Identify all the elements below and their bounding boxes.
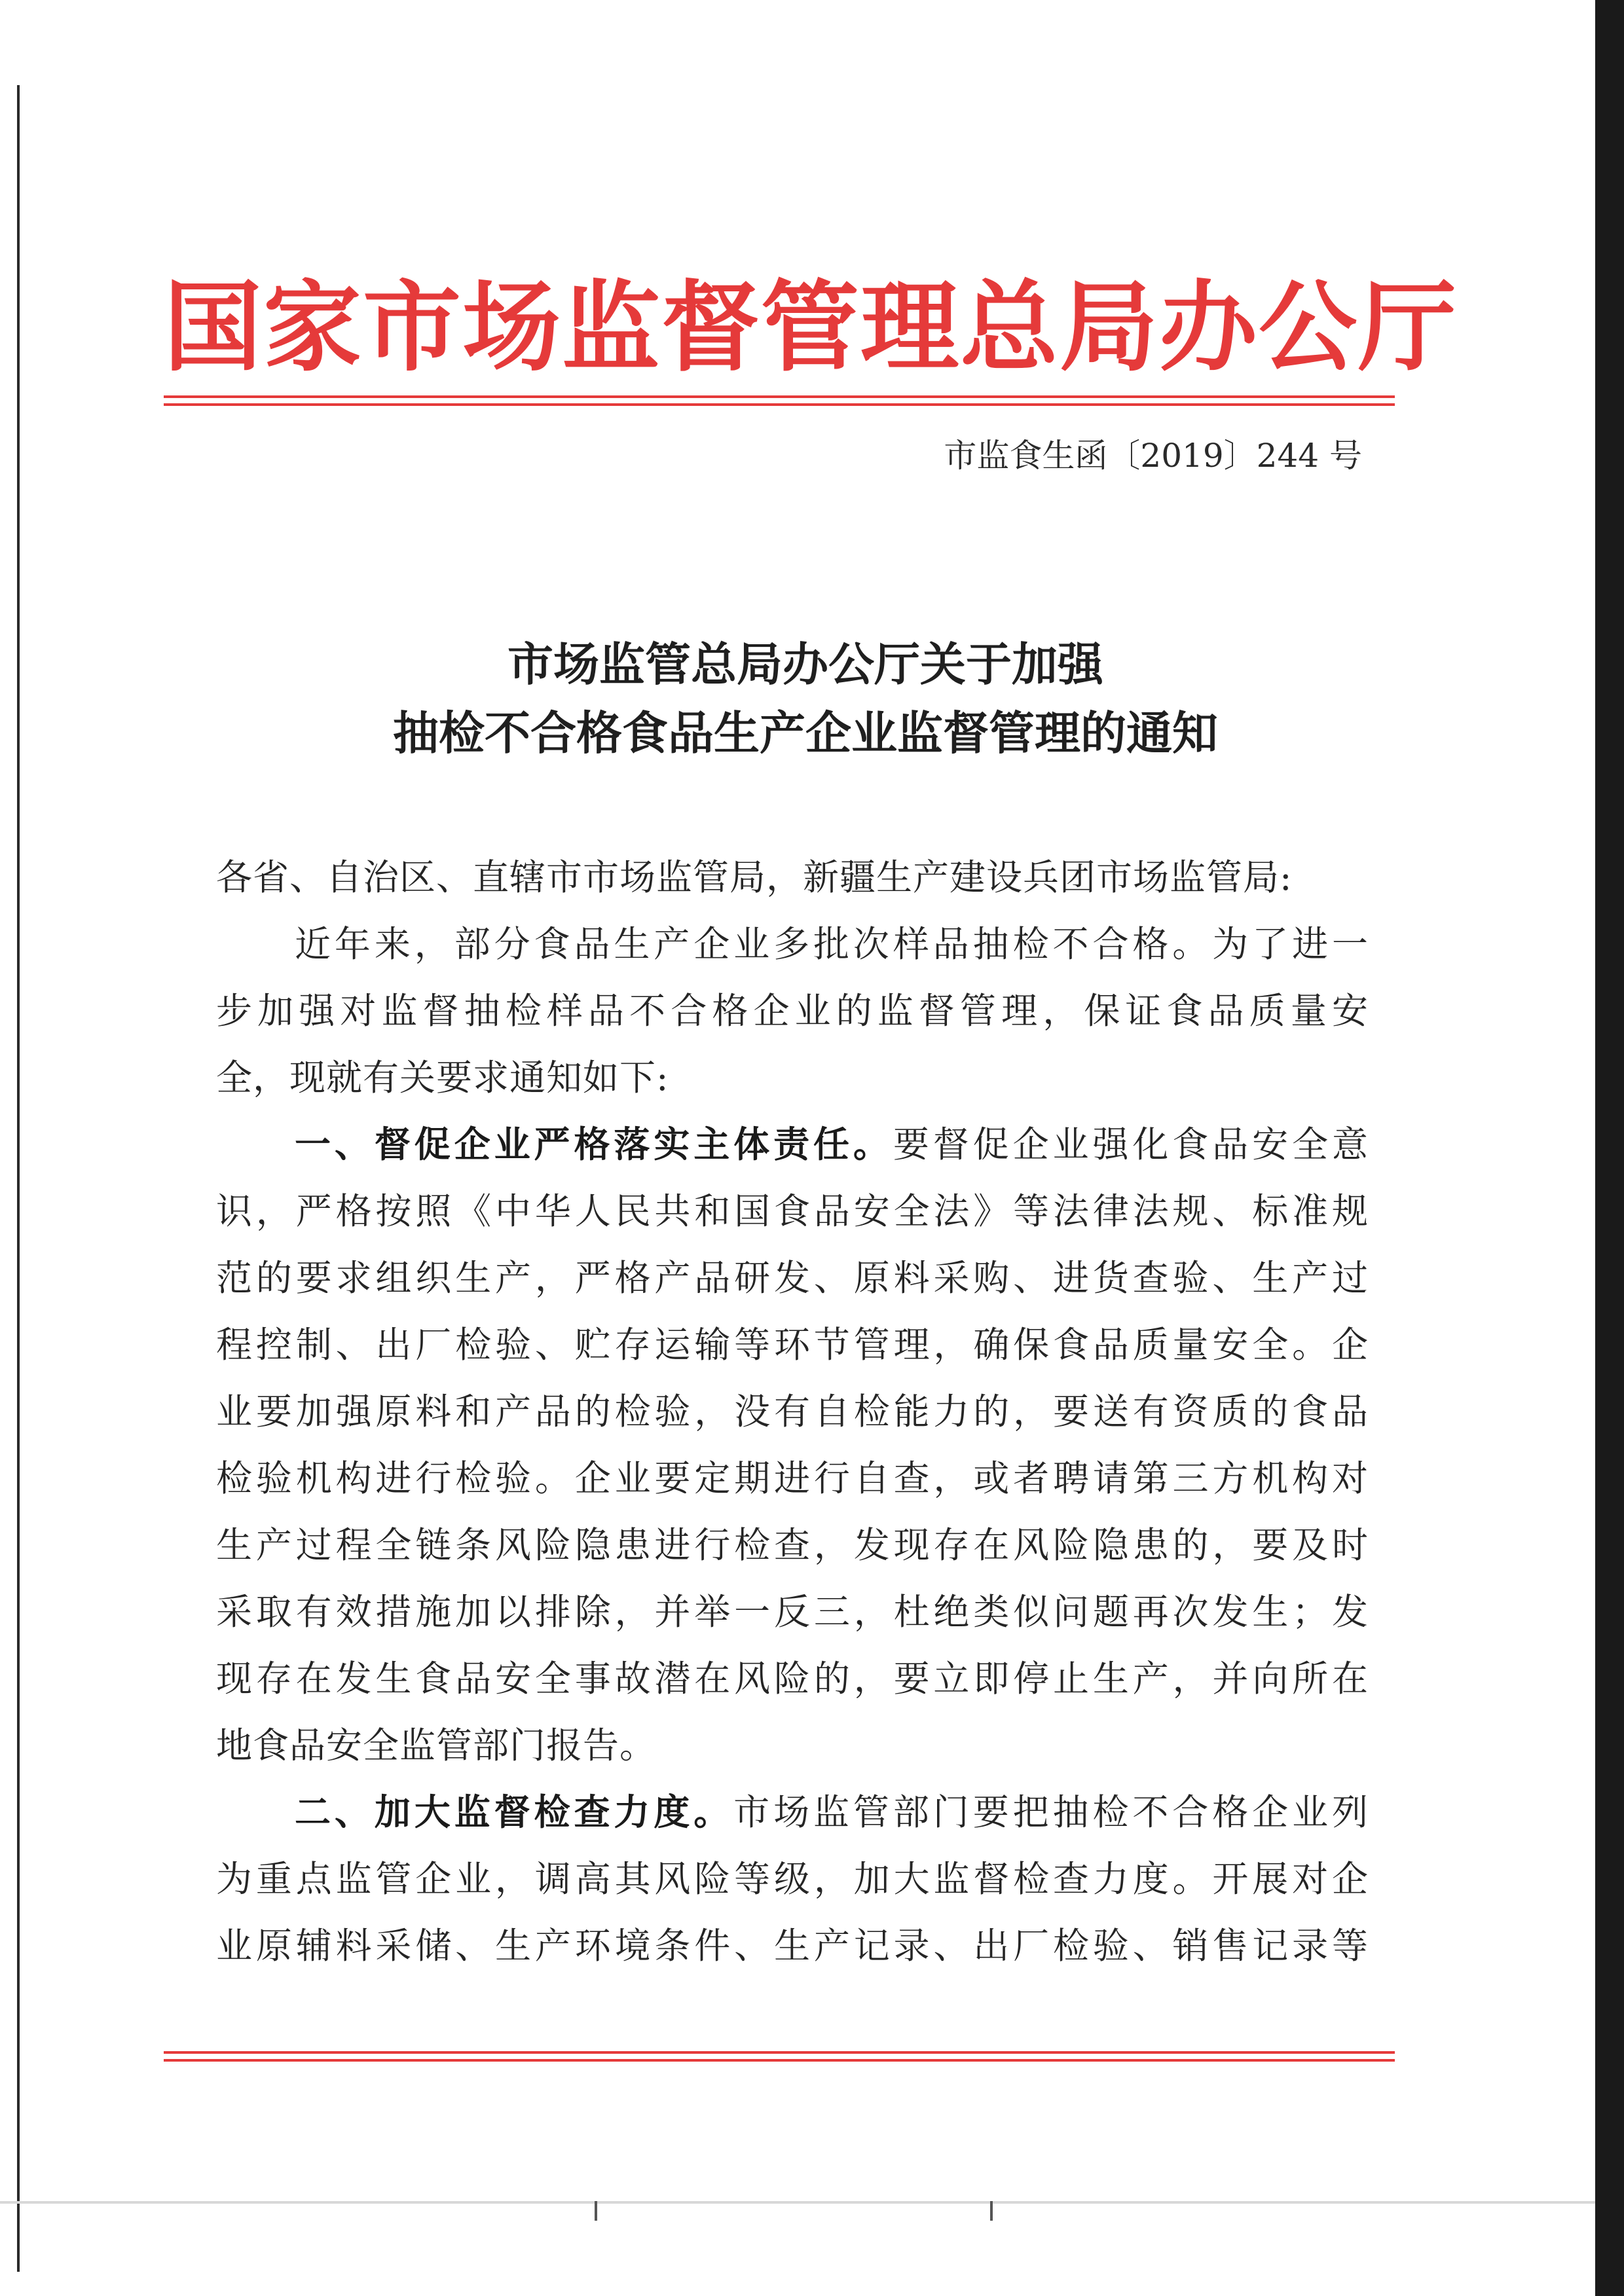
scan-edge-bottom xyxy=(0,2201,1595,2204)
section-1-line: 识，严格按照《中华人民共和国食品安全法》等法律法规、标准规 xyxy=(216,1190,1369,1232)
section-1-heading: 一、督促企业严格落实主体责任。 xyxy=(295,1123,893,1165)
section-2-line: 业原辅料采储、生产环境条件、生产记录、出厂检验、销售记录等 xyxy=(216,1925,1369,1967)
section-1-line: 程控制、出厂检验、贮存运输等环节管理，确保食品质量安全。企 xyxy=(216,1324,1369,1366)
section-2-line: 为重点监管企业，调高其风险等级，加大监督检查力度。开展对企 xyxy=(216,1858,1369,1900)
notice-title-line-1: 市场监管总局办公厅关于加强 xyxy=(507,638,1103,691)
letterhead-rule-thick xyxy=(164,395,1395,398)
scan-edge-left xyxy=(17,85,20,2272)
scan-mark xyxy=(990,2201,993,2221)
scan-mark xyxy=(595,2201,597,2221)
section-1-line: 现存在发生食品安全事故潜在风险的，要立即停止生产，并向所在 xyxy=(216,1658,1369,1700)
section-1-first-line xyxy=(295,1112,1369,1177)
section-1-line: 检验机构进行检验。企业要定期进行自查，或者聘请第三方机构对 xyxy=(216,1457,1369,1499)
section-1-line: 地食品安全监管部门报告。 xyxy=(216,1724,657,1766)
document-number: 市监食生函〔2019〕244 号 xyxy=(944,437,1362,475)
section-1-line: 业要加强原料和产品的检验，没有自检能力的，要送有资质的食品 xyxy=(216,1391,1369,1432)
section-1-first-line-text: 要督促企业强化食品安全意 xyxy=(893,1123,1369,1165)
section-2-first-line-text: 市场监管部门要把抽检不合格企业列 xyxy=(733,1791,1369,1833)
intro-paragraph-line: 全，现就有关要求通知如下: xyxy=(216,1057,669,1099)
scan-edge-right xyxy=(1595,0,1624,2296)
section-1-line: 采取有效措施加以排除，并举一反三，杜绝类似问题再次发生；发 xyxy=(216,1591,1369,1633)
addressee-line: 各省、自治区、直辖市市场监管局，新疆生产建设兵团市场监管局: xyxy=(216,856,1293,898)
footer-rule-thin xyxy=(164,2059,1395,2062)
section-2-heading: 二、加大监督检查力度。 xyxy=(295,1791,734,1833)
section-2-first-line xyxy=(295,1779,1369,1845)
footer-rule-thick xyxy=(164,2051,1395,2054)
notice-title-line-2: 抽检不合格食品生产企业监督管理的通知 xyxy=(393,706,1218,760)
intro-paragraph-line: 步加强对监督抽检样品不合格企业的监督管理，保证食品质量安 xyxy=(216,990,1369,1032)
letterhead-rule-thin xyxy=(164,403,1395,406)
section-1-line: 范的要求组织生产，严格产品研发、原料采购、进货查验、生产过 xyxy=(216,1257,1369,1299)
letterhead-title: 国家市场监督管理总局办公厅 xyxy=(164,270,1458,385)
intro-paragraph-line: 近年来，部分食品生产企业多批次样品抽检不合格。为了进一 xyxy=(295,923,1369,965)
section-1-line: 生产过程全链条风险隐患进行检查，发现存在风险隐患的，要及时 xyxy=(216,1524,1369,1566)
